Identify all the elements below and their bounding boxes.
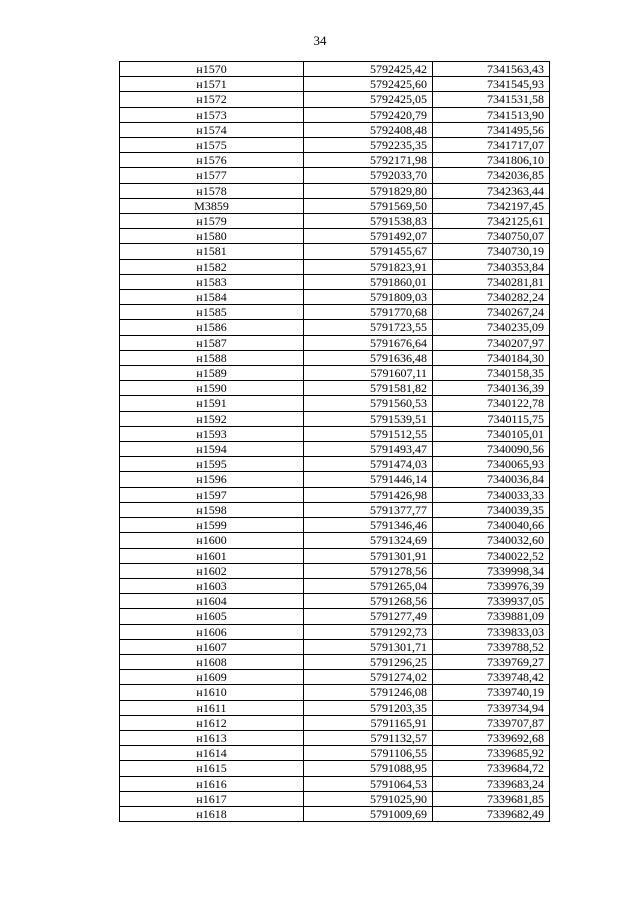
- point-name-cell: н1612: [120, 715, 304, 730]
- y-coordinate-cell: 7341531,58: [433, 92, 550, 107]
- x-coordinate-cell: 5791560,53: [304, 396, 433, 411]
- y-coordinate-cell: 7340750,07: [433, 229, 550, 244]
- table-row: [120, 776, 550, 791]
- table-row: [120, 472, 550, 487]
- y-coordinate-cell: 7339881,09: [433, 609, 550, 624]
- point-name-cell: н1604: [120, 594, 304, 609]
- x-coordinate-cell: 5791301,91: [304, 548, 433, 563]
- x-coordinate-cell: 5791009,69: [304, 806, 433, 821]
- y-coordinate-cell: 7340032,60: [433, 533, 550, 548]
- x-coordinate-cell: 5791246,08: [304, 685, 433, 700]
- table-row: [120, 442, 550, 457]
- x-coordinate-cell: 5791296,25: [304, 654, 433, 669]
- y-coordinate-cell: 7340039,35: [433, 502, 550, 517]
- y-coordinate-cell: 7339707,87: [433, 715, 550, 730]
- point-name-cell: н1591: [120, 396, 304, 411]
- x-coordinate-cell: 5791474,03: [304, 457, 433, 472]
- x-coordinate-cell: 5791860,01: [304, 274, 433, 289]
- point-name-cell: н1573: [120, 107, 304, 122]
- point-name-cell: н1610: [120, 685, 304, 700]
- x-coordinate-cell: 5791165,91: [304, 715, 433, 730]
- x-coordinate-cell: 5791829,80: [304, 183, 433, 198]
- y-coordinate-cell: 7339976,39: [433, 578, 550, 593]
- point-name-cell: н1597: [120, 487, 304, 502]
- point-name-cell: н1592: [120, 411, 304, 426]
- point-name-cell: н1607: [120, 639, 304, 654]
- y-coordinate-cell: 7339998,34: [433, 563, 550, 578]
- point-name-cell: н1605: [120, 609, 304, 624]
- x-coordinate-cell: 5791676,64: [304, 335, 433, 350]
- y-coordinate-cell: 7340282,24: [433, 290, 550, 305]
- table-row: [120, 487, 550, 502]
- x-coordinate-cell: 5791106,55: [304, 746, 433, 761]
- x-coordinate-cell: 5792033,70: [304, 168, 433, 183]
- table-row: [120, 77, 550, 92]
- y-coordinate-cell: 7340235,09: [433, 320, 550, 335]
- table-row: [120, 548, 550, 563]
- x-coordinate-cell: 5792425,60: [304, 77, 433, 92]
- y-coordinate-cell: 7340090,56: [433, 442, 550, 457]
- y-coordinate-cell: 7341495,56: [433, 122, 550, 137]
- table-row: [120, 502, 550, 517]
- y-coordinate-cell: 7340065,93: [433, 457, 550, 472]
- point-name-cell: н1593: [120, 426, 304, 441]
- coordinates-table: [119, 61, 550, 822]
- x-coordinate-cell: 5791265,04: [304, 578, 433, 593]
- x-coordinate-cell: 5791292,73: [304, 624, 433, 639]
- point-name-cell: н1595: [120, 457, 304, 472]
- point-name-cell: н1575: [120, 138, 304, 153]
- x-coordinate-cell: 5792425,42: [304, 62, 433, 77]
- table-row: [120, 411, 550, 426]
- y-coordinate-cell: 7339685,92: [433, 746, 550, 761]
- table-row: [120, 654, 550, 669]
- table-row: [120, 685, 550, 700]
- x-coordinate-cell: 5791346,46: [304, 518, 433, 533]
- point-name-cell: н1613: [120, 730, 304, 745]
- point-name-cell: н1589: [120, 366, 304, 381]
- y-coordinate-cell: 7341513,90: [433, 107, 550, 122]
- table-row: [120, 426, 550, 441]
- point-name-cell: н1571: [120, 77, 304, 92]
- table-row: [120, 806, 550, 821]
- y-coordinate-cell: 7340122,78: [433, 396, 550, 411]
- point-name-cell: н1601: [120, 548, 304, 563]
- table-row: [120, 730, 550, 745]
- point-name-cell: н1618: [120, 806, 304, 821]
- y-coordinate-cell: 7340136,39: [433, 381, 550, 396]
- table-row: [120, 305, 550, 320]
- y-coordinate-cell: 7339684,72: [433, 761, 550, 776]
- point-name-cell: н1582: [120, 259, 304, 274]
- x-coordinate-cell: 5791088,95: [304, 761, 433, 776]
- point-name-cell: н1586: [120, 320, 304, 335]
- point-name-cell: н1583: [120, 274, 304, 289]
- point-name-cell: н1606: [120, 624, 304, 639]
- point-name-cell: н1609: [120, 670, 304, 685]
- x-coordinate-cell: 5791132,57: [304, 730, 433, 745]
- y-coordinate-cell: 7339769,27: [433, 654, 550, 669]
- y-coordinate-cell: 7340281,81: [433, 274, 550, 289]
- y-coordinate-cell: 7341545,93: [433, 77, 550, 92]
- point-name-cell: н1585: [120, 305, 304, 320]
- y-coordinate-cell: 7341717,07: [433, 138, 550, 153]
- x-coordinate-cell: 5791636,48: [304, 350, 433, 365]
- table-row: [120, 457, 550, 472]
- table-row: [120, 533, 550, 548]
- point-name-cell: н1577: [120, 168, 304, 183]
- point-name-cell: н1600: [120, 533, 304, 548]
- table-row: [120, 381, 550, 396]
- x-coordinate-cell: 5791324,69: [304, 533, 433, 548]
- table-row: [120, 183, 550, 198]
- x-coordinate-cell: 5791493,47: [304, 442, 433, 457]
- x-coordinate-cell: 5791277,49: [304, 609, 433, 624]
- table-row: [120, 578, 550, 593]
- point-name-cell: н1580: [120, 229, 304, 244]
- point-name-cell: н1588: [120, 350, 304, 365]
- point-name-cell: н1594: [120, 442, 304, 457]
- y-coordinate-cell: 7340022,52: [433, 548, 550, 563]
- x-coordinate-cell: 5791268,56: [304, 594, 433, 609]
- x-coordinate-cell: 5791377,77: [304, 502, 433, 517]
- x-coordinate-cell: 5791455,67: [304, 244, 433, 259]
- x-coordinate-cell: 5792235,35: [304, 138, 433, 153]
- x-coordinate-cell: 5791823,91: [304, 259, 433, 274]
- y-coordinate-cell: 7342197,45: [433, 198, 550, 213]
- y-coordinate-cell: 7340267,24: [433, 305, 550, 320]
- table-row: [120, 791, 550, 806]
- x-coordinate-cell: 5791770,68: [304, 305, 433, 320]
- x-coordinate-cell: 5791064,53: [304, 776, 433, 791]
- x-coordinate-cell: 5791512,55: [304, 426, 433, 441]
- point-name-cell: н1574: [120, 122, 304, 137]
- table-row: [120, 92, 550, 107]
- table-row: [120, 366, 550, 381]
- table-row: [120, 198, 550, 213]
- y-coordinate-cell: 7342125,61: [433, 214, 550, 229]
- y-coordinate-cell: 7340730,19: [433, 244, 550, 259]
- point-name-cell: н1599: [120, 518, 304, 533]
- y-coordinate-cell: 7339740,19: [433, 685, 550, 700]
- y-coordinate-cell: 7339734,94: [433, 700, 550, 715]
- y-coordinate-cell: 7342363,44: [433, 183, 550, 198]
- table-row: [120, 594, 550, 609]
- table-row: [120, 122, 550, 137]
- y-coordinate-cell: 7340040,66: [433, 518, 550, 533]
- table-row: [120, 746, 550, 761]
- x-coordinate-cell: 5791607,11: [304, 366, 433, 381]
- table-row: [120, 153, 550, 168]
- table-row: [120, 214, 550, 229]
- table-row: [120, 274, 550, 289]
- x-coordinate-cell: 5791446,14: [304, 472, 433, 487]
- point-name-cell: н1578: [120, 183, 304, 198]
- point-name-cell: н1584: [120, 290, 304, 305]
- table-row: [120, 639, 550, 654]
- coordinates-table-body: [120, 62, 550, 822]
- table-row: [120, 609, 550, 624]
- point-name-cell: н1603: [120, 578, 304, 593]
- y-coordinate-cell: 7340033,33: [433, 487, 550, 502]
- y-coordinate-cell: 7340158,35: [433, 366, 550, 381]
- table-row: [120, 761, 550, 776]
- x-coordinate-cell: 5791581,82: [304, 381, 433, 396]
- point-name-cell: н1581: [120, 244, 304, 259]
- y-coordinate-cell: 7340036,84: [433, 472, 550, 487]
- table-row: [120, 335, 550, 350]
- x-coordinate-cell: 5791025,90: [304, 791, 433, 806]
- y-coordinate-cell: 7340115,75: [433, 411, 550, 426]
- table-row: [120, 229, 550, 244]
- table-row: [120, 259, 550, 274]
- point-name-cell: н1587: [120, 335, 304, 350]
- y-coordinate-cell: 7339788,52: [433, 639, 550, 654]
- page-number: 34: [313, 33, 327, 48]
- table-row: [120, 670, 550, 685]
- table-row: [120, 107, 550, 122]
- y-coordinate-cell: 7342036,85: [433, 168, 550, 183]
- point-name-cell: н1576: [120, 153, 304, 168]
- y-coordinate-cell: 7340353,84: [433, 259, 550, 274]
- y-coordinate-cell: 7341563,43: [433, 62, 550, 77]
- y-coordinate-cell: 7340105,01: [433, 426, 550, 441]
- y-coordinate-cell: 7339692,68: [433, 730, 550, 745]
- point-name-cell: н1602: [120, 563, 304, 578]
- y-coordinate-cell: 7341806,10: [433, 153, 550, 168]
- table-row: [120, 715, 550, 730]
- point-name-cell: н1611: [120, 700, 304, 715]
- y-coordinate-cell: 7339681,85: [433, 791, 550, 806]
- x-coordinate-cell: 5791203,35: [304, 700, 433, 715]
- table-row: [120, 320, 550, 335]
- y-coordinate-cell: 7339833,03: [433, 624, 550, 639]
- table-row: [120, 350, 550, 365]
- y-coordinate-cell: 7340207,97: [433, 335, 550, 350]
- x-coordinate-cell: 5791809,03: [304, 290, 433, 305]
- table-row: [120, 518, 550, 533]
- y-coordinate-cell: 7339937,05: [433, 594, 550, 609]
- table-row: [120, 396, 550, 411]
- x-coordinate-cell: 5791426,98: [304, 487, 433, 502]
- y-coordinate-cell: 7339682,49: [433, 806, 550, 821]
- x-coordinate-cell: 5791492,07: [304, 229, 433, 244]
- x-coordinate-cell: 5791569,50: [304, 198, 433, 213]
- point-name-cell: н1590: [120, 381, 304, 396]
- table-row: [120, 700, 550, 715]
- point-name-cell: н1614: [120, 746, 304, 761]
- table-row: [120, 563, 550, 578]
- table-row: [120, 62, 550, 77]
- point-name-cell: н1570: [120, 62, 304, 77]
- x-coordinate-cell: 5792420,79: [304, 107, 433, 122]
- table-row: [120, 244, 550, 259]
- table-row: [120, 168, 550, 183]
- y-coordinate-cell: 7339683,24: [433, 776, 550, 791]
- table-row: [120, 624, 550, 639]
- point-name-cell: н1579: [120, 214, 304, 229]
- x-coordinate-cell: 5792171,98: [304, 153, 433, 168]
- point-name-cell: н1616: [120, 776, 304, 791]
- x-coordinate-cell: 5792425,05: [304, 92, 433, 107]
- x-coordinate-cell: 5791723,55: [304, 320, 433, 335]
- x-coordinate-cell: 5791278,56: [304, 563, 433, 578]
- table-row: [120, 138, 550, 153]
- x-coordinate-cell: 5791274,02: [304, 670, 433, 685]
- x-coordinate-cell: 5791538,83: [304, 214, 433, 229]
- point-name-cell: н1598: [120, 502, 304, 517]
- point-name-cell: н1617: [120, 791, 304, 806]
- point-name-cell: н1596: [120, 472, 304, 487]
- y-coordinate-cell: 7339748,42: [433, 670, 550, 685]
- x-coordinate-cell: 5791539,51: [304, 411, 433, 426]
- table-row: [120, 290, 550, 305]
- y-coordinate-cell: 7340184,30: [433, 350, 550, 365]
- point-name-cell: М3859: [120, 198, 304, 213]
- x-coordinate-cell: 5792408,48: [304, 122, 433, 137]
- point-name-cell: н1608: [120, 654, 304, 669]
- point-name-cell: н1572: [120, 92, 304, 107]
- point-name-cell: н1615: [120, 761, 304, 776]
- x-coordinate-cell: 5791301,71: [304, 639, 433, 654]
